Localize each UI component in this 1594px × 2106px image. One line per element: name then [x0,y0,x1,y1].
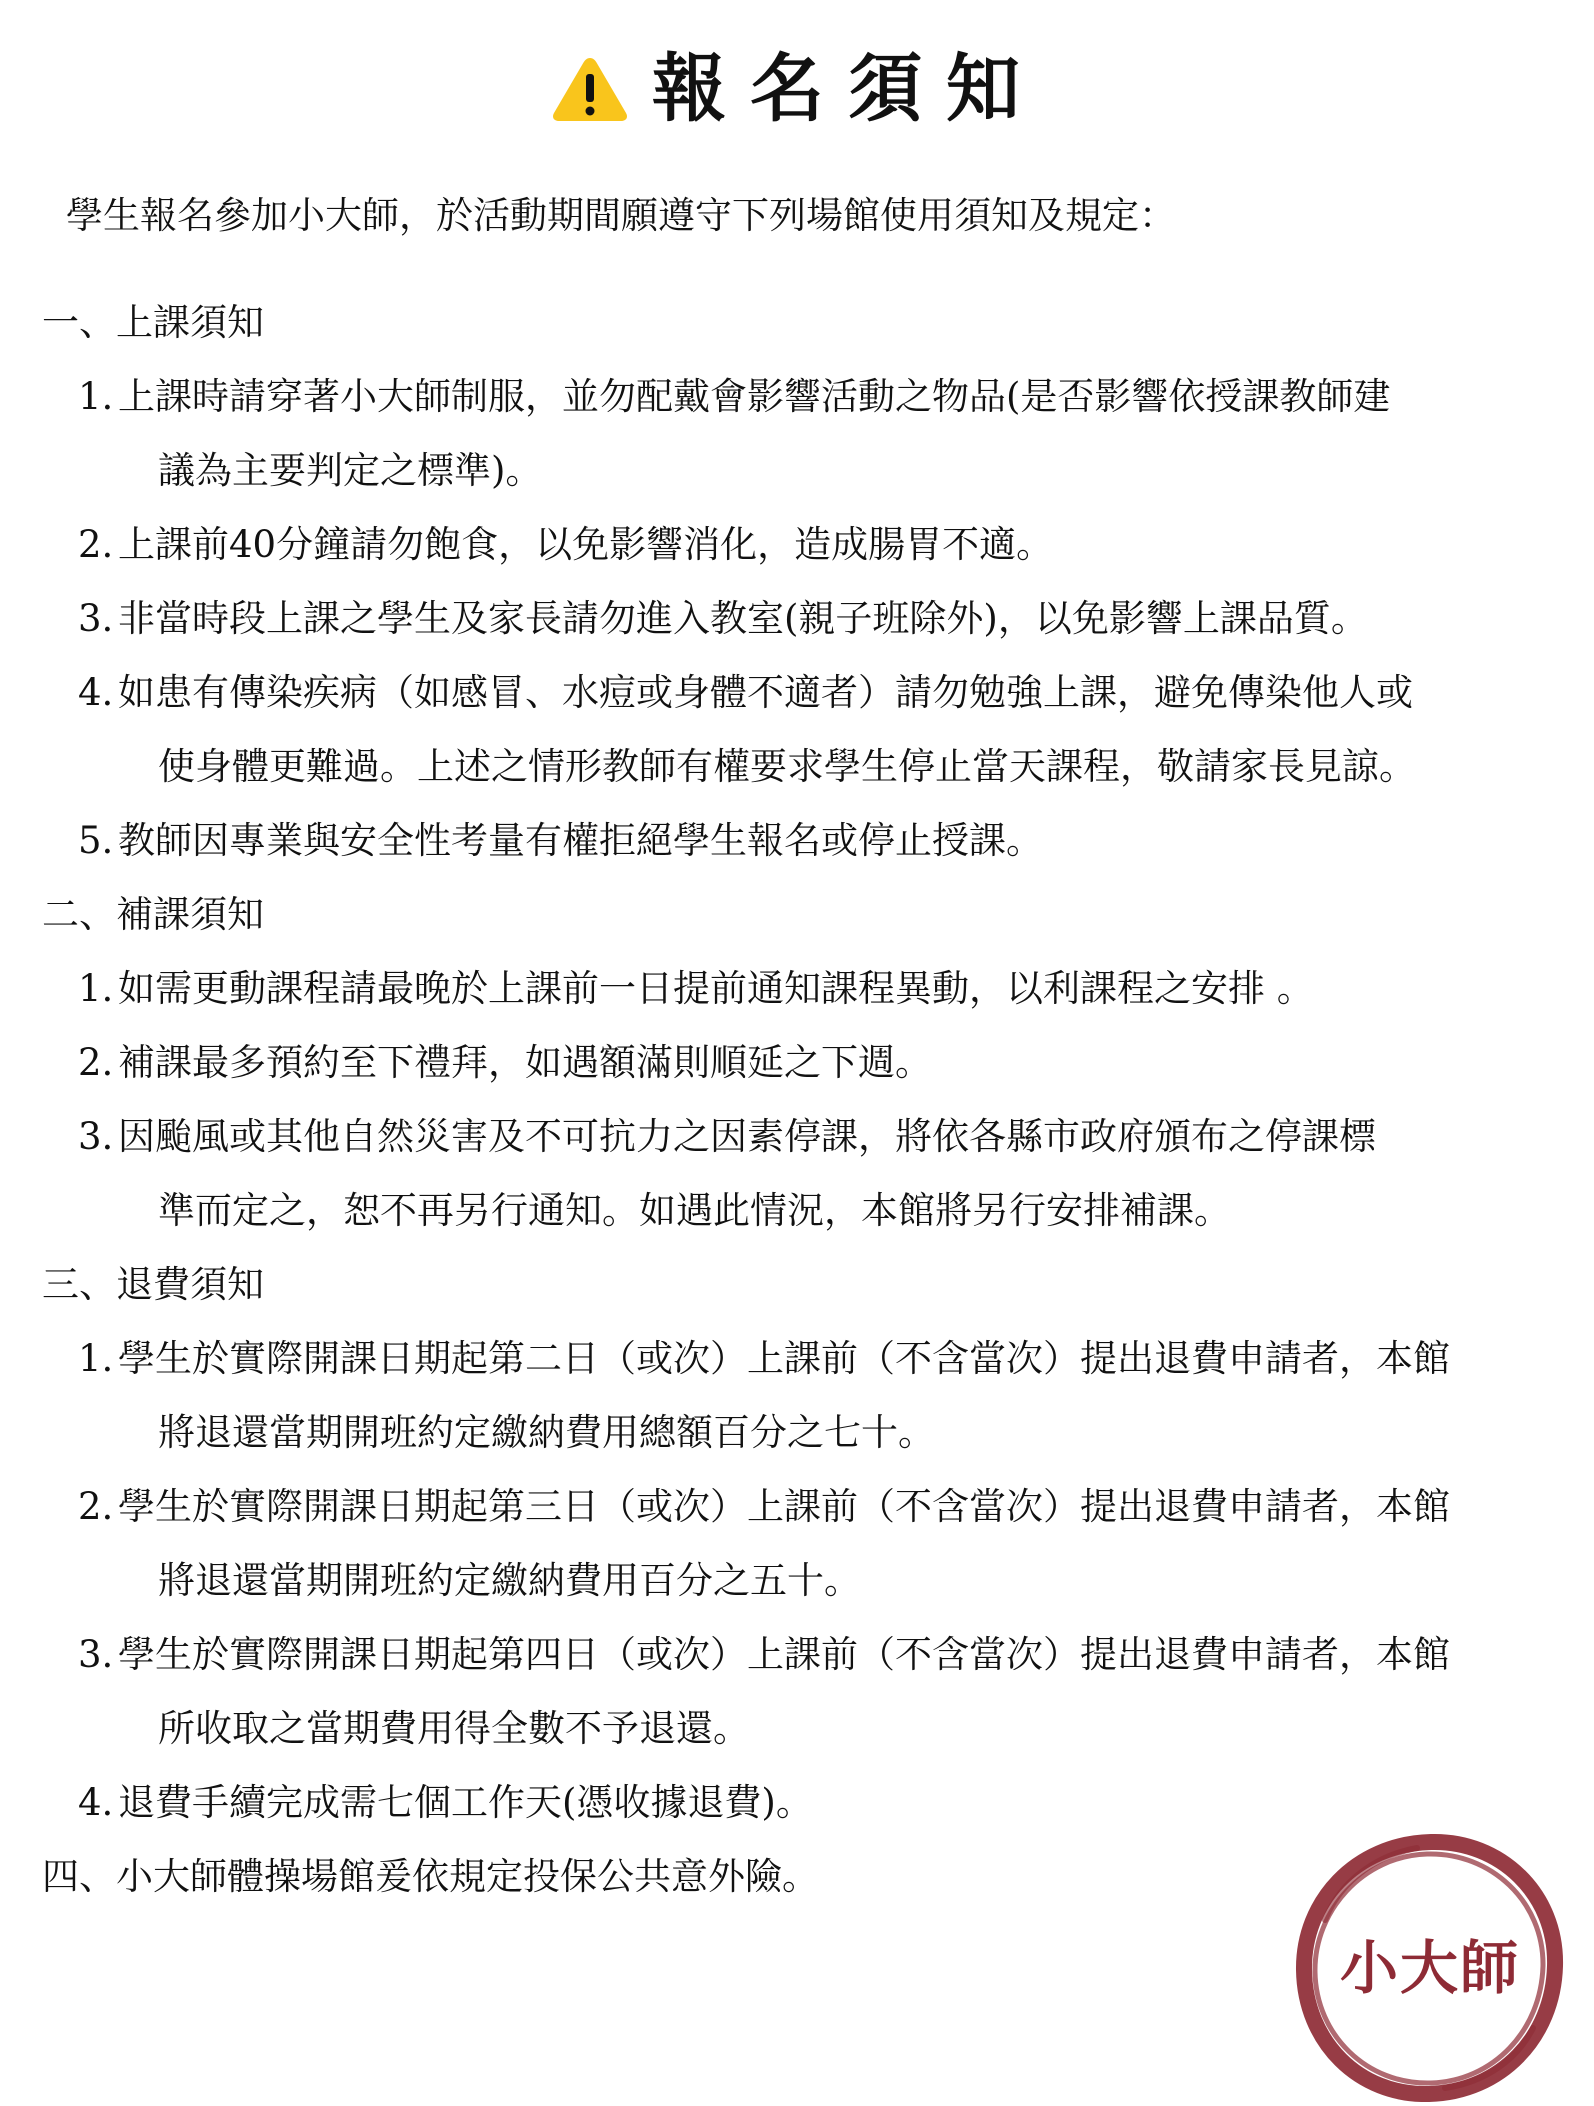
rule-text-line: 如需更動課程請最晚於上課前一日提前通知課程異動，以利課程之安排 。 [118,967,1314,1010]
rule-number: 1. [78,375,114,418]
rule-item [42,372,1562,496]
rule-text-line: 準而定之，恕不再另行通知。如遇此情況，本館將另行安排補課。 [158,1189,1231,1232]
rule-text-line: 如患有傳染疾病（如感冒、水痘或身體不適者）請勿勉強上課，避免傳染他人或 [118,671,1413,714]
page-header [0,34,1594,144]
rule-number: 2. [78,1041,114,1084]
rule-item [42,1482,1562,1606]
rule-text-line: 上課時請穿著小大師制服，並勿配戴會影響活動之物品(是否影響依授課教師建 [118,375,1391,418]
rule-number: 3. [78,1633,114,1676]
intro-text: 學生報名參加小大師，於活動期間願遵守下列場館使用須知及規定： [66,194,1176,237]
section-heading: 三、退費須知 [42,1263,264,1306]
rule-item [42,520,1562,570]
rule-item [42,1112,1562,1236]
rule-item [42,668,1562,792]
rule-number: 4. [78,1781,114,1824]
rule-item [42,964,1562,1014]
rule-text-line: 補課最多預約至下禮拜，如遇額滿則順延之下週。 [118,1041,932,1084]
section-heading: 四、小大師體操場館爰依規定投保公共意外險。 [42,1855,819,1898]
rule-item [42,816,1562,866]
rule-item [42,1630,1562,1754]
page-title: 報名須知 [652,46,1044,132]
rule-text-line: 議為主要判定之標準)。 [158,449,543,492]
rule-item [42,1778,1562,1828]
rule-text-line: 學生於實際開課日期起第二日（或次）上課前（不含當次）提出退費申請者，本館 [118,1337,1450,1380]
section-heading: 一、上課須知 [42,301,264,344]
rule-text-line: 因颱風或其他自然災害及不可抗力之因素停課，將依各縣市政府頒布之停課標 [118,1115,1376,1158]
rule-text-line: 使身體更難過。上述之情形教師有權要求學生停止當天課程，敬請家長見諒。 [158,745,1416,788]
rules-body [42,298,1562,1926]
seal-text: 小大師 [1339,1934,1521,2002]
rule-number: 4. [78,671,114,714]
rule-item [42,594,1562,644]
rule-text-line: 將退還當期開班約定繳納費用百分之五十。 [158,1559,861,1602]
rule-number: 3. [78,1115,114,1158]
rule-number: 5. [78,819,114,862]
rule-text-line: 將退還當期開班約定繳納費用總額百分之七十。 [158,1411,935,1454]
rule-text-line: 退費手續完成需七個工作天(憑收據退費)。 [118,1781,813,1824]
rule-number: 1. [78,967,114,1010]
section-heading: 二、補課須知 [42,893,264,936]
rule-item [42,1334,1562,1458]
rule-text-line: 上課前40分鐘請勿飽食，以免影響消化，造成腸胃不適。 [118,523,1054,566]
warning-icon [550,54,630,124]
rule-item [42,1038,1562,1088]
rule-number: 2. [78,1485,114,1528]
rule-text-line: 學生於實際開課日期起第三日（或次）上課前（不含當次）提出退費申請者，本館 [118,1485,1450,1528]
rule-text-line: 所收取之當期費用得全數不予退還。 [158,1707,750,1750]
rule-number: 3. [78,597,114,640]
rule-text-line: 教師因專業與安全性考量有權拒絕學生報名或停止授課。 [118,819,1043,862]
rule-text-line: 學生於實際開課日期起第四日（或次）上課前（不含當次）提出退費申請者，本館 [118,1633,1450,1676]
rule-text-line: 非當時段上課之學生及家長請勿進入教室(親子班除外)，以免影響上課品質。 [118,597,1368,640]
rule-number: 1. [78,1337,114,1380]
rule-number: 2. [78,523,114,566]
seal-stamp-icon [1295,1832,1565,2102]
